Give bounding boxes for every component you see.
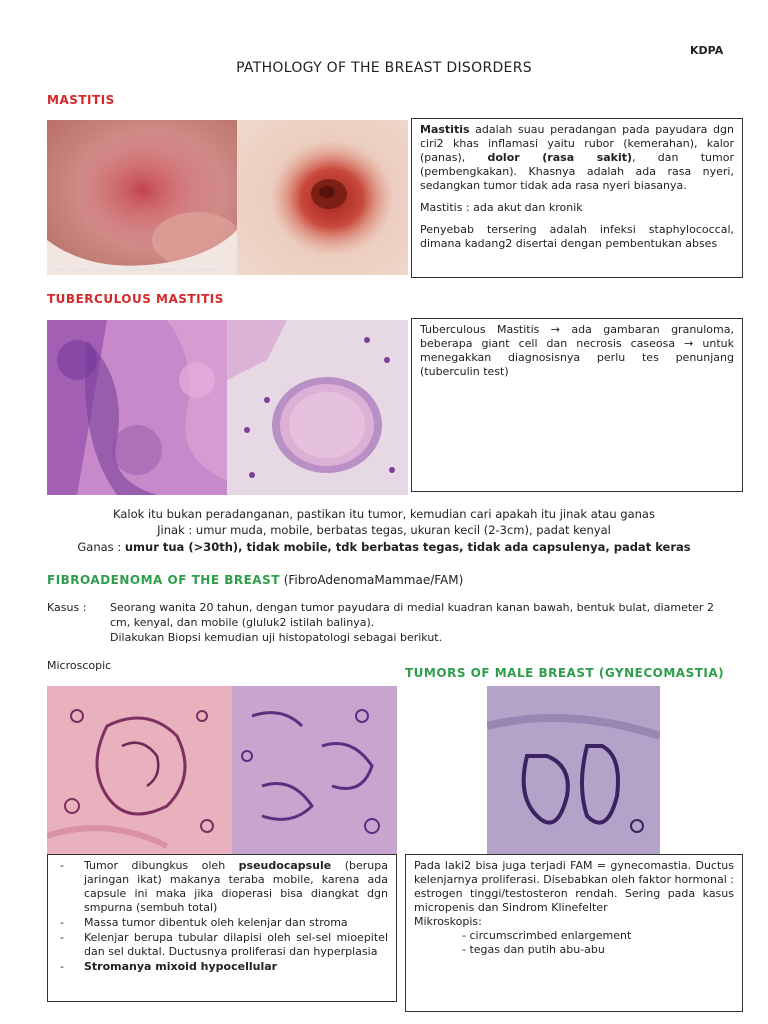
tuberculous-description <box>411 318 743 492</box>
mastitis-text-1: adalah suau peradangan pada payudara dgn ciri2 khas inflamasi yaitu rubor (kemerahan), kalor (panas), <box>420 123 734 164</box>
fam-histology-right <box>232 686 397 854</box>
tuberculous-text: Tuberculous Mastitis → ada gambaran granuloma, beberapa giant cell dan necrosis caseosa → untuk menegakkan diagnosisnya perlu tes penunjang (tuberculin test) <box>420 323 734 378</box>
case-text-2: Dilakukan Biopsi kemudian uji histopatologi sebagai berikut. <box>110 631 443 644</box>
fam-heading-suffix: (FibroAdenomaMammae/FAM) <box>279 573 464 587</box>
fam-finding-mass: - Massa tumor dibentuk oleh kelenjar dan stroma <box>54 916 388 930</box>
summary-line-3 <box>0 539 768 555</box>
mastitis-types: Mastitis : ada akut dan kronik <box>420 201 583 214</box>
fam-finding-stroma: - Stromanya mixoid hypocellular <box>54 960 388 974</box>
mastitis-heading: MASTITIS <box>47 93 115 107</box>
male-breast-heading: TUMORS OF MALE BREAST (GYNECOMASTIA) <box>405 666 725 680</box>
mastitis-text-2: , dan tumor (pembengkakan). Khasnya adalah ada rasa nyeri, sedangkan tumor tidak ada rasa nyeri biasanya. <box>420 151 734 192</box>
tuberculous-heading: TUBERCULOUS MASTITIS <box>47 292 224 306</box>
fam-heading: FIBROADENOMA OF THE BREAST <box>47 573 280 587</box>
mastitis-cause: Penyebab tersering adalah infeksi staphylococcal, dimana kadang2 disertai dengan pembentukan abses <box>420 223 734 250</box>
mastitis-dolor: dolor (rasa sakit) <box>487 151 633 164</box>
summary-ganas-criteria: umur tua (>30th), tidak mobile, tdk berbatas tegas, tidak ada capsulenya, padat keras <box>124 540 691 554</box>
document-code: KDPA <box>690 44 724 57</box>
gynecomastia-histology <box>487 686 660 854</box>
gynecomastia-description <box>405 854 743 1012</box>
page-title: PATHOLOGY OF THE BREAST DISORDERS <box>236 60 532 76</box>
fam-finding-capsule: - Tumor dibungkus oleh pseudocapsule (berupa jaringan ikat) makanya teraba mobile, karena ada capsule ini maka jika dioperasi bisa diangkat dgn smpurna (sembuh total) <box>54 859 388 915</box>
summary-line-1: Kalok itu bukan peradanganan, pastikan itu tumor, kemudian cari apakah itu jinak atau ganas <box>113 507 655 521</box>
mastitis-photo-left <box>47 120 237 275</box>
photo-credit: ©Mayo Foundation for Medical Education and Research. All rights reserved. <box>51 268 222 273</box>
fam-finding-gland: - Kelenjar berupa tubular dilapisi oleh sel-sel mioepitel dan sel duktal. Ductusnya proliferasi dan hyperplasia <box>54 931 388 959</box>
summary-ganas-label: Ganas : <box>77 540 125 554</box>
gynecomastia-item: - circumscrimbed enlargement <box>462 929 734 943</box>
fam-heading-line <box>47 573 463 587</box>
tuberculous-histology-right <box>227 320 408 495</box>
fam-histology-left <box>47 686 232 854</box>
gynecomastia-micro-label: Mikroskopis: <box>414 915 482 928</box>
mastitis-description <box>411 118 743 278</box>
summary-line-2: Jinak : umur muda, mobile, berbatas tegas, ukuran kecil (2-3cm), padat kenyal <box>157 523 611 537</box>
microscopic-label: Microscopic <box>47 659 112 672</box>
case-text: Seorang wanita 20 tahun, dengan tumor payudara di medial kuadran kanan bawah, bentuk bulat, diameter 2 cm, kenyal, dan mobile (gluluk2 istilah balinya). <box>110 601 714 629</box>
mastitis-photo-right <box>237 120 408 275</box>
gynecomastia-text: Pada laki2 bisa juga terjadi FAM = gynecomastia. Ductus kelenjarnya proliferasi. Disebabkan oleh faktor hormonal : estrogen tinggi/testosteron rendah. Sering pada kasus micropenis dan Sindrom Klinefelter <box>414 859 734 914</box>
tuberculous-histology-left <box>47 320 227 495</box>
gynecomastia-item: - tegas dan putih abu-abu <box>462 943 734 957</box>
mastitis-term: Mastitis <box>420 123 470 136</box>
fam-findings <box>47 854 397 1002</box>
case-label: Kasus : <box>47 601 87 614</box>
